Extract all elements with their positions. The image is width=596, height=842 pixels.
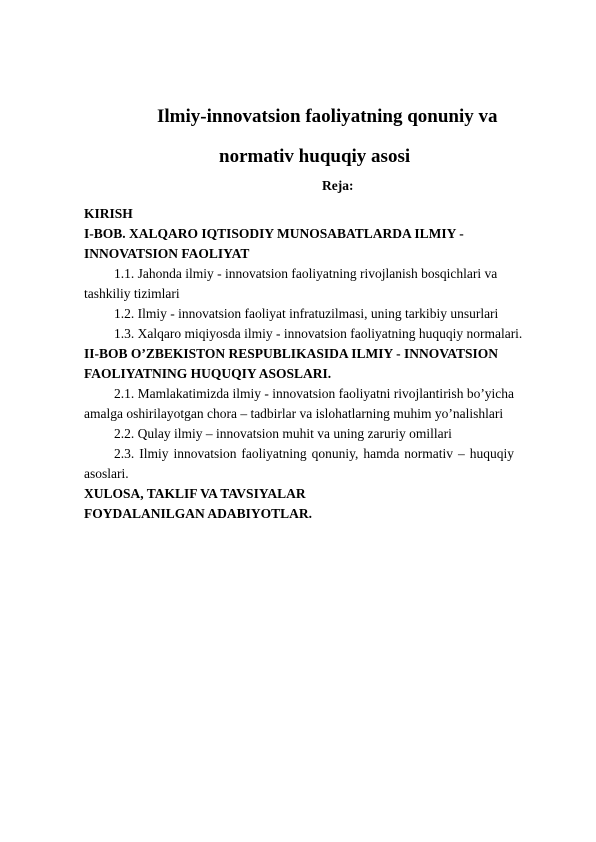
toc-section-2-1-line-2: amalga oshirilayotgan chora – tadbirlar va islohatlarning muhim yo’nalishlari [84, 406, 504, 421]
toc-chapter-1-line-1: I-BOB. XALQARO IQTISODIY MUNOSABATLARDA ILMIY - [84, 226, 464, 241]
document-title-line-1: Ilmiy-innovatsion faoliyatning qonuniy va [157, 106, 498, 127]
toc-chapter-1-line-2: INNOVATSION FAOLIYAT [84, 246, 250, 261]
toc-section-1-2: 1.2. Ilmiy - innovatsion faoliyat infratuzilmasi, uning tarkibiy unsurlari [114, 306, 499, 321]
toc-conclusion: XULOSA, TAKLIF VA TAVSIYALAR [84, 486, 306, 501]
toc-section-1-1-line-2: tashkiliy tizimlari [84, 286, 180, 301]
toc-section-2-2: 2.2. Qulay ilmiy – innovatsion muhit va uning zaruriy omillari [114, 426, 452, 441]
toc-section-2-3-line-1: 2.3. Ilmiy innovatsion faoliyatning qonuniy, hamda normativ – huquqiy [114, 446, 514, 461]
toc-chapter-2-line-2: FAOLIYATNING HUQUQIY ASOSLARI. [84, 366, 332, 381]
toc-section-1-3: 1.3. Xalqaro miqiyosda ilmiy - innovatsion faoliyatning huquqiy normalari. [114, 326, 523, 341]
toc-section-2-1-line-1: 2.1. Mamlakatimizda ilmiy - innovatsion faoliyatni rivojlantirish bo’yicha [114, 386, 515, 401]
toc-introduction: KIRISH [84, 206, 133, 221]
toc-references: FOYDALANILGAN ADABIYOTLAR. [84, 506, 313, 521]
toc-chapter-2-line-1: II-BOB O’ZBEKISTON RESPUBLIKASIDA ILMIY - INNOVATSION [84, 346, 498, 361]
plan-label: Reja: [322, 178, 354, 193]
document-title-line-2: normativ huquqiy asosi [219, 146, 411, 167]
toc-section-1-1-line-1: 1.1. Jahonda ilmiy - innovatsion faoliyatning rivojlanish bosqichlari va [114, 266, 498, 281]
toc-section-2-3-line-2: asoslari. [84, 466, 129, 481]
table-of-contents [84, 204, 523, 524]
